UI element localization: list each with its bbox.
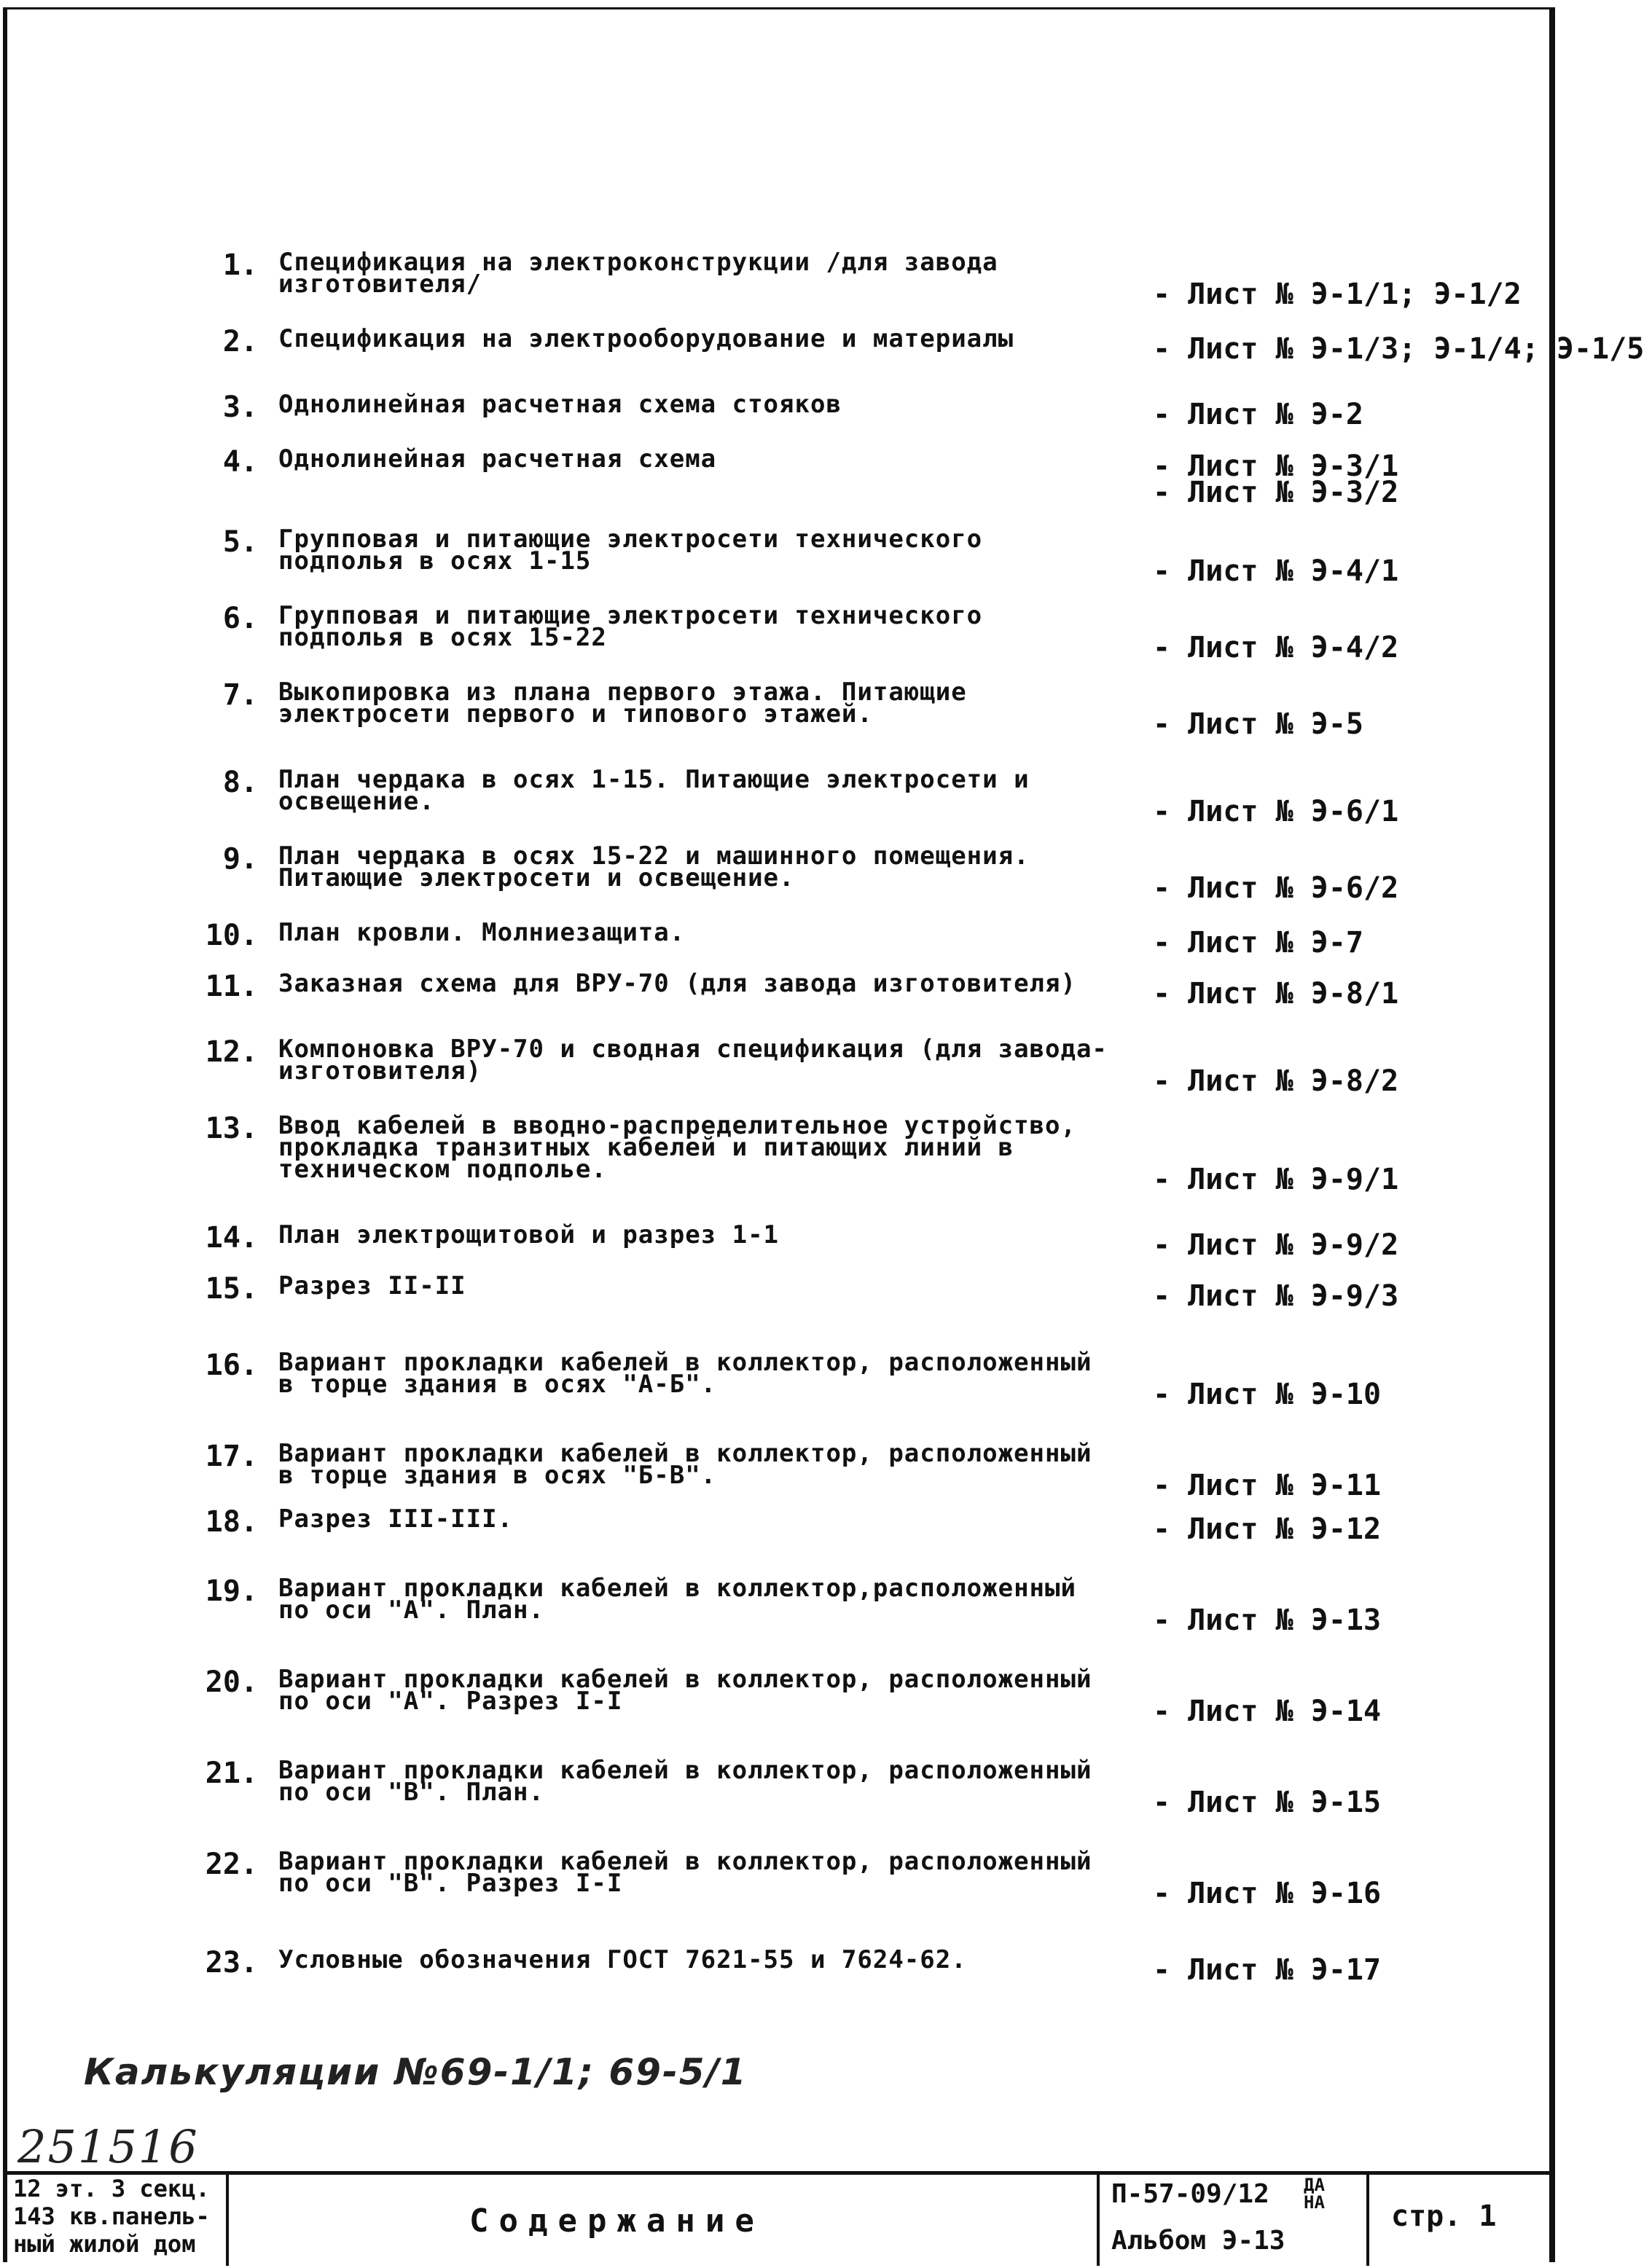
toc-entry-number: 11.: [205, 970, 258, 1003]
toc-entry-number: 9.: [222, 842, 258, 876]
toc-entry-sheets: [1153, 706, 1363, 742]
title-block-title: [229, 2175, 1100, 2266]
handwritten-inventory-number: 251516: [17, 2120, 199, 2173]
toc-entry-title: План кровли. Молниезащита.: [278, 918, 686, 947]
sheet-reference: - Лист № Э-1/3; Э-1/4; Э-1/5: [1153, 332, 1644, 366]
toc-entry-sheets: [1153, 276, 1522, 313]
sheet-reference: - Лист № Э-17: [1153, 1953, 1382, 1987]
sheet-reference: - Лист № Э-16: [1153, 1877, 1382, 1910]
toc-entry-sheets: [1153, 1278, 1398, 1314]
toc-entry-number: 10.: [205, 919, 258, 952]
toc-entry-sheets: [1153, 1467, 1381, 1504]
sheet-reference: - Лист № Э-14: [1153, 1695, 1382, 1728]
sup-line: ДА: [1304, 2175, 1325, 2195]
toc-entry-title: Вариант прокладки кабелей в коллектор,расположенный по оси "А". План.: [278, 1574, 1076, 1625]
toc-entry-title: Вариант прокладки кабелей в коллектор, расположенный по оси "А". Разрез I-I: [278, 1665, 1092, 1716]
toc-entry-number: 15.: [205, 1272, 258, 1306]
toc-entry-title: План электрощитовой и разрез 1-1: [278, 1220, 780, 1249]
toc-entry-number: 13.: [205, 1112, 258, 1145]
sheet-reference: - Лист № Э-13: [1153, 1604, 1382, 1637]
sheet-reference: - Лист № Э-11: [1153, 1469, 1382, 1502]
page-number: стр. 1: [1391, 2200, 1497, 2233]
sheet-reference: - Лист № Э-3/1: [1153, 450, 1399, 483]
toc-entry-title: Заказная схема для ВРУ-70 (для завода изготовителя): [278, 969, 1076, 998]
sheet-reference: - Лист № Э-5: [1153, 707, 1363, 741]
toc-entry-number: 22.: [205, 1848, 258, 1881]
toc-entry-title: Вариант прокладки кабелей в коллектор, расположенный в торце здания в осях "А-Б".: [278, 1348, 1092, 1399]
toc-entry-title: Вариант прокладки кабелей в коллектор, расположенный по оси "В". План.: [278, 1756, 1092, 1807]
toc-entry-sheets: [1153, 870, 1398, 906]
toc-entry-sheets: [1153, 1952, 1381, 1988]
project-code-sup: [1304, 2176, 1325, 2211]
sheet-reference: - Лист № Э-4/1: [1153, 554, 1399, 588]
toc-entry-title: Выкопировка из плана первого этажа. Питающие электросети первого и типового этажей.: [278, 678, 967, 729]
toc-entry-title: Однолинейная расчетная схема: [278, 444, 717, 474]
toc-entry-sheets: [1153, 925, 1363, 961]
toc-entry-number: 3.: [222, 391, 258, 424]
building-line: ный жилой дом: [13, 2230, 196, 2258]
sheet-reference: - Лист № Э-1/1; Э-1/2: [1153, 278, 1522, 311]
toc-entry-sheets: [1153, 396, 1363, 433]
toc-entry-sheets: [1153, 1161, 1398, 1198]
toc-entry-number: 4.: [222, 445, 258, 479]
toc-entry-title: Однолинейная расчетная схема стояков: [278, 390, 842, 419]
toc-entry-sheets: [1153, 553, 1398, 589]
toc-entry-sheets: [1153, 1784, 1381, 1821]
toc-entry-title: Разрез III-III.: [278, 1504, 514, 1534]
sheet-reference: - Лист № Э-12: [1153, 1512, 1382, 1546]
toc-entry-title: Вариант прокладки кабелей в коллектор, расположенный в торце здания в осях "Б-В".: [278, 1439, 1092, 1490]
toc-entry-number: 2.: [222, 325, 258, 358]
toc-entry-sheets: [1153, 1227, 1398, 1263]
sheet-reference: - Лист № Э-15: [1153, 1786, 1382, 1819]
toc-entry-sheets: [1153, 1511, 1381, 1547]
toc-entry-title: План чердака в осях 1-15. Питающие электросети и освещение.: [278, 765, 1030, 816]
toc-entry-sheets: [1153, 793, 1398, 830]
toc-entry-number: 7.: [222, 678, 258, 712]
building-line: 12 эт. 3 секц.: [13, 2175, 210, 2202]
project-code: П-57-09/12: [1111, 2179, 1269, 2209]
toc-entry-number: 18.: [205, 1505, 258, 1539]
building-line: 143 кв.панель-: [13, 2202, 210, 2230]
toc-entry-number: 19.: [205, 1574, 258, 1608]
toc-entry-title: Вариант прокладки кабелей в коллектор, расположенный по оси "В". Разрез I-I: [278, 1847, 1092, 1898]
sheet-reference: - Лист № Э-8/1: [1153, 977, 1399, 1011]
sheet-reference: - Лист № Э-3/2: [1153, 476, 1399, 509]
toc-entry-sheets: [1153, 1875, 1381, 1912]
toc-entry-number: 16.: [205, 1349, 258, 1382]
toc-entry-number: 20.: [205, 1665, 258, 1699]
sup-line: НА: [1304, 2192, 1325, 2213]
sheet-reference: - Лист № Э-6/1: [1153, 795, 1399, 828]
title-block-building: [3, 2175, 229, 2266]
toc-entry-sheets: [1153, 629, 1398, 666]
toc-entry-title: Групповая и питающие электросети технического подполья в осях 15-22: [278, 601, 983, 652]
toc-entry-title: Ввод кабелей в вводно-распределительное устройство, прокладка транзитных кабелей и питающих линий в техническом подполье.: [278, 1111, 1076, 1184]
sheet-reference: - Лист № Э-8/2: [1153, 1064, 1399, 1098]
sheet-reference: - Лист № Э-4/2: [1153, 631, 1399, 664]
toc-entry-number: 1.: [222, 248, 258, 282]
toc-entry-title: План чердака в осях 15-22 и машинного помещения. Питающие электросети и освещение.: [278, 841, 1030, 892]
sheet-reference: - Лист № Э-7: [1153, 926, 1363, 960]
toc-entry-title: Компоновка ВРУ-70 и сводная спецификация (для завода-изготовителя): [278, 1035, 1108, 1086]
title-block: [3, 2171, 1555, 2262]
toc-entry-number: 23.: [205, 1946, 258, 1979]
toc-entry-sheets: [1153, 448, 1398, 511]
sheet-reference: - Лист № Э-10: [1153, 1378, 1382, 1411]
toc-entry-title: Групповая и питающие электросети технического подполья в осях 1-15: [278, 525, 983, 576]
toc-entry-number: 17.: [205, 1440, 258, 1473]
toc-entry-title: Спецификация на электроконструкции /для завода изготовителя/: [278, 248, 998, 299]
sheet-reference: - Лист № Э-2: [1153, 398, 1363, 431]
toc-entry-sheets: [1153, 1602, 1381, 1639]
album-label: Альбом Э-13: [1111, 2226, 1285, 2256]
toc-entry-sheets: [1153, 331, 1644, 367]
toc-entry-number: 21.: [205, 1757, 258, 1790]
toc-entry-sheets: [1153, 1693, 1381, 1730]
sheet-reference: - Лист № Э-9/2: [1153, 1228, 1399, 1262]
sheet-reference: - Лист № Э-9/1: [1153, 1163, 1399, 1196]
title-block-page: [1369, 2175, 1555, 2266]
toc-entry-sheets: [1153, 976, 1398, 1012]
toc-entry-title: Разрез II-II: [278, 1271, 466, 1300]
toc-entry-number: 14.: [205, 1221, 258, 1255]
toc-entry-number: 12.: [205, 1035, 258, 1069]
sheet-reference: - Лист № Э-9/3: [1153, 1279, 1399, 1313]
toc-entry-sheets: [1153, 1376, 1381, 1413]
toc-entry-number: 6.: [222, 602, 258, 635]
toc-entry-number: 8.: [222, 766, 258, 799]
sheet-reference: - Лист № Э-6/2: [1153, 871, 1399, 905]
toc-entry-title: Спецификация на электрооборудование и материалы: [278, 324, 1014, 353]
toc-entry-title: Условные обозначения ГОСТ 7621-55 и 7624-62.: [278, 1945, 967, 1974]
toc-entry-sheets: [1153, 1063, 1398, 1099]
title-block-code: [1100, 2175, 1369, 2266]
document-title: Содержание: [469, 2202, 764, 2240]
toc-entry-number: 5.: [222, 525, 258, 559]
handwritten-calculations: Калькуляции №69-1/1; 69-5/1: [84, 2051, 748, 2093]
